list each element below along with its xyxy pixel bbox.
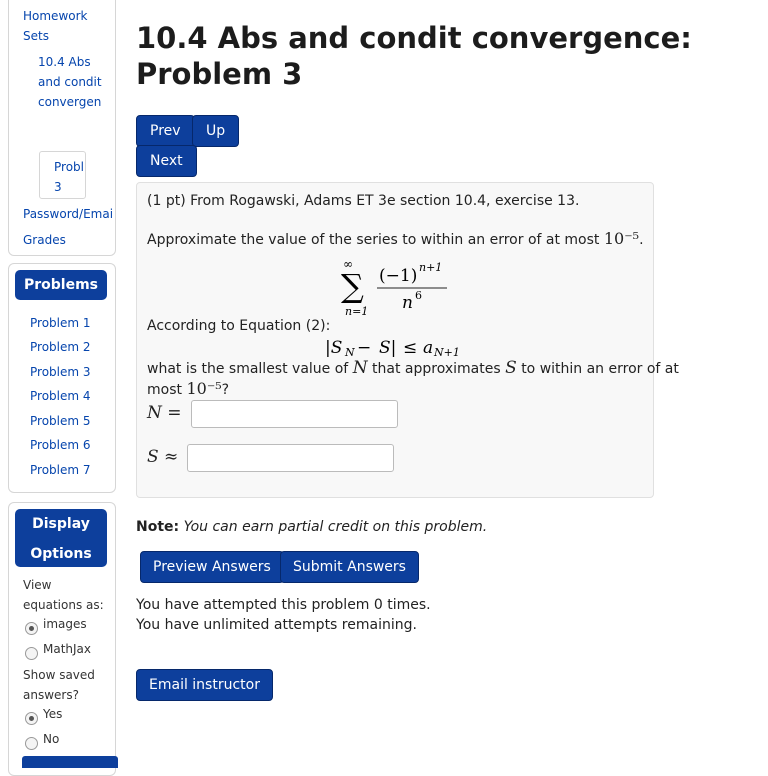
note [136, 519, 487, 535]
show-saved-label: Show saved answers? [23, 668, 95, 702]
attempts-status: You have attempted this problem 0 times. [136, 597, 431, 613]
display-options-header-line2: Options [30, 546, 92, 562]
svg-text:|S: |S [325, 338, 343, 358]
question-part2: that approximates [372, 361, 501, 377]
current-problem-item[interactable] [39, 151, 86, 199]
current-problem-label[interactable]: Probl [54, 160, 84, 174]
svg-text:S|: S| [379, 338, 397, 358]
password-email-link[interactable]: Password/Emai [23, 207, 114, 221]
problem-link-5[interactable]: Problem 5 [30, 414, 91, 428]
set-link[interactable]: 10.4 Abs and condit convergen [38, 55, 102, 109]
question-var-s: S [505, 358, 517, 378]
n-answer-input[interactable] [191, 400, 398, 428]
view-equations-label: View equations as: [23, 578, 104, 612]
email-instructor-button[interactable]: Email instructor [136, 669, 273, 701]
grades-link[interactable]: Grades [23, 233, 66, 247]
preview-answers-button[interactable]: Preview Answers [140, 551, 284, 583]
n-answer-label: N = [147, 403, 182, 423]
svg-text:n=1: n=1 [345, 305, 369, 317]
view-images-label: images [43, 617, 87, 631]
problem-link-1[interactable]: Problem 1 [30, 316, 91, 330]
problem-link-6[interactable]: Problem 6 [30, 438, 91, 452]
problem-link-2[interactable]: Problem 2 [30, 340, 91, 354]
display-options-header [15, 509, 107, 567]
view-images-radio[interactable] [25, 622, 38, 635]
note-label: Note: [136, 519, 180, 535]
nav-panel [8, 0, 116, 256]
s-answer-label: S ≈ [147, 447, 179, 467]
prev-button[interactable]: Prev [136, 115, 195, 147]
svg-text:(−1): (−1) [379, 266, 418, 286]
saved-yes-radio[interactable] [25, 712, 38, 725]
view-mathjax-label: MathJax [43, 642, 92, 656]
saved-yes-label: Yes [43, 707, 63, 721]
display-options-panel [8, 502, 116, 776]
svg-text:6: 6 [415, 289, 422, 302]
view-mathjax-radio[interactable] [25, 647, 38, 660]
submit-answers-button[interactable]: Submit Answers [280, 551, 419, 583]
problem-link-4[interactable]: Problem 4 [30, 389, 91, 403]
svg-text:N: N [345, 346, 355, 359]
problem-link-3[interactable]: Problem 3 [30, 365, 91, 379]
problem-source: (1 pt) From Rogawski, Adams ET 3e section 10.4, exercise 13. [147, 193, 580, 209]
problem-instruction: Approximate the value of the series to within an error of at most 10⁻⁵. [147, 229, 644, 248]
svg-text:−: − [357, 338, 372, 358]
series-formula [337, 255, 467, 317]
problem-body [136, 182, 679, 498]
according-text: According to Equation (2): [147, 318, 331, 334]
question-line2: most 10⁻⁵? [147, 379, 230, 398]
question-var-n: N [352, 358, 368, 378]
remaining-status: You have unlimited attempts remaining. [136, 617, 417, 633]
saved-no-label: No [43, 732, 60, 746]
svg-text:n: n [402, 293, 413, 313]
problems-header: Problems [15, 270, 107, 300]
s-answer-input[interactable] [187, 444, 394, 472]
svg-text:∞: ∞ [343, 257, 353, 271]
question-part1: what is the smallest value of [147, 361, 349, 377]
svg-text:∑: ∑ [341, 267, 364, 305]
question-part3: to within an error of at [521, 361, 679, 377]
display-options-header-line1: Display [32, 516, 90, 532]
apply-options-button[interactable] [22, 756, 118, 768]
saved-no-radio[interactable] [25, 737, 38, 750]
svg-text:≤: ≤ [403, 338, 418, 358]
error-formula [325, 335, 475, 359]
homework-sets-link[interactable]: Homework Sets [23, 9, 88, 43]
svg-text:N+1: N+1 [434, 346, 460, 359]
question-part4: most [147, 382, 182, 398]
next-button[interactable]: Next [136, 145, 197, 177]
svg-text:a: a [423, 338, 434, 358]
question-error-bound: 10⁻⁵ [186, 379, 222, 398]
current-problem-number[interactable]: 3 [54, 180, 62, 194]
instruction-text: Approximate the value of the series to within an error of at most [147, 232, 600, 248]
page-title: 10.4 Abs and condit convergence: Problem 3 [136, 21, 692, 91]
svg-text:n+1: n+1 [419, 261, 443, 274]
problems-panel [8, 263, 116, 493]
problem-link-7[interactable]: Problem 7 [30, 463, 91, 477]
question-line1 [147, 358, 679, 378]
note-text: You can earn partial credit on this problem. [183, 519, 488, 535]
error-bound: 10⁻⁵ [603, 229, 640, 248]
up-button[interactable]: Up [192, 115, 239, 147]
